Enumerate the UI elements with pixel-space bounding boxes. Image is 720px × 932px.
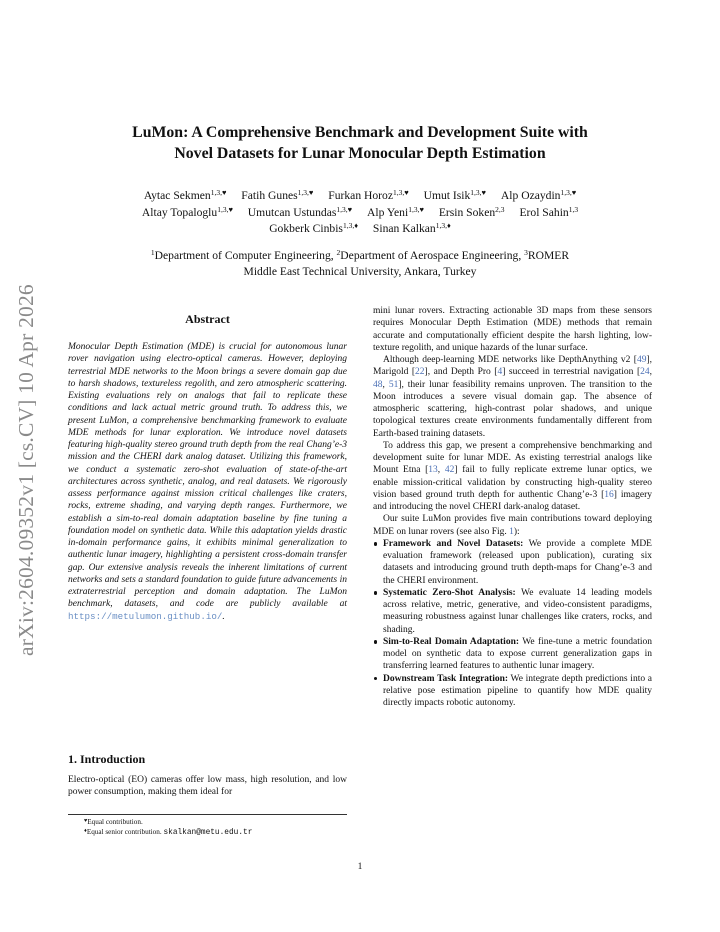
- abstract-text: Monocular Depth Estimation (MDE) is crucial for autonomous lunar rover navigation using electro-optical cameras. However, deploying terrestrial MDE networks to the Moon brings a severe domain gap due to harsh shadows, textureless regolith, and zero atmospheric scattering. Existing evaluations rely on analogs that fail to replicate these conditions and lack actual metric ground truth. To address this, we present LuMon, a comprehensive benchmarking framework to evaluate MDE methods for lunar exploration. We introduce novel datasets featuring high-quality stereo ground truth depth from the real Chang’e-3 mission and the CHERI dark analog dataset. Utilizing this framework, we conduct a systematic zero-shot evaluation of state-of-the-art architectures across synthetic, analog, and real datasets. We rigorously assess performance against mission critical challenges like craters, rocks, extreme shading, and varying depth ranges. Furthermore, we establish a sim-to-real domain adaptation baseline by fine tuning a foundation model on synthetic data. While this adaptation yields drastic in-domain performance gains, it exhibits minimal generalization to authentic lunar imagery, highlighting a persistent cross-domain transfer gap. Our extensive analysis reveals the inherent limitations of current networks and sets a standard foundation to guide future advancements in extraterrestrial perception and domain adaptation. The LuMon benchmark, datasets, and code are publicly available at https://metulumon.github.io/.: [68, 342, 347, 622]
- citation-link[interactable]: 24: [640, 367, 650, 378]
- citation-link[interactable]: 48: [373, 379, 383, 390]
- figure-reference-link[interactable]: 1: [509, 526, 514, 537]
- author: Aytac Sekmen$^{1,3,♥}$: [143, 188, 227, 202]
- author: Altay Topaloglu$^{1,3,♥}$: [141, 204, 233, 219]
- citation-link[interactable]: 13: [428, 465, 438, 476]
- author: Gokberk Cinbis$^{1,3,♦}$: [269, 221, 359, 235]
- list-item: Downstream Task Integration: We integrate depth predictions into a relative pose estimation pipeline to quantify how MDE quality directly impacts robotic autonomy.: [373, 673, 652, 710]
- list-item: Sim-to-Real Domain Adaptation: We fine-tune a metric foundation model on synthetic data to expose current generalization gaps in transferring learned features to authentic lunar imagery.: [373, 636, 652, 673]
- abstract-heading: Abstract: [185, 312, 230, 326]
- introduction-heading: 1. Introduction: [68, 752, 146, 766]
- author: Alp Yeni$^{1,3,♥}$: [366, 204, 424, 219]
- citation-link[interactable]: 4: [497, 367, 503, 378]
- page-number: 1: [357, 862, 363, 872]
- introduction-text: Electro-optical (EO) cameras offer low mass, high resolution, and low power consumption, making them ideal for: [68, 775, 347, 798]
- list-item: Systematic Zero-Shot Analysis: We evaluate 14 leading models across relative, metric, generative, and video-consistent paradigms, measuring robustness against lunar challenges like craters, rocks, and shading.: [373, 587, 652, 636]
- author: Umutcan Ustundas$^{1,3,♥}$: [247, 204, 353, 219]
- author: Sinan Kalkan$^{1,3,♦}$: [372, 221, 451, 235]
- title-line-1: LuMon: A Comprehensive Benchmark and Development Suite with: [132, 124, 588, 141]
- citation-link[interactable]: 16: [604, 489, 614, 500]
- author-line-1: [70, 188, 650, 205]
- author: Alp Ozaydin$^{1,3,♥}$: [500, 188, 577, 202]
- footnotes: [68, 814, 347, 838]
- citation-link[interactable]: 49: [636, 355, 647, 365]
- author: Erol Sahin$^{1,3}$: [519, 204, 579, 219]
- arxiv-identifier-stamp: arXiv:2604.09352v1 [cs.CV] 10 Apr 2026: [14, 284, 38, 656]
- left-column: [68, 312, 347, 837]
- author-list: [70, 188, 650, 238]
- intro-paragraph-4: Our suite LuMon provides five main contributions toward deploying MDE on lunar rovers (see also Fig. 1):: [373, 514, 652, 537]
- list-item: Framework and Novel Datasets: We provide a complete MDE evaluation framework (released upon publication), curating six datasets and introducing ground truth depth-maps for Chang’e-3 and the CHERI environment.: [373, 538, 652, 587]
- citation-link[interactable]: 42: [444, 465, 455, 476]
- contact-email[interactable]: skalkan@metu.edu.tr: [163, 828, 253, 837]
- citation-link[interactable]: 22: [415, 367, 425, 378]
- affiliation-line-1: $^1$Department of Computer Engineering, $^2$Department of Aerospace Engineering, $^3$ROMER: [150, 248, 570, 262]
- citation-link[interactable]: 51: [388, 379, 399, 390]
- author-line-2: [70, 205, 650, 222]
- paper-title: [80, 122, 640, 164]
- contribution-list: [373, 538, 652, 710]
- intro-paragraph-2: Although deep-learning MDE networks like DepthAnything v2 [49], Marigold [22], and Depth Pro [4] succeed in terrestrial navigation [24, 48, 51], their lunar feasibility remains unproven. The transition to the Moon introduces a severe visual domain gap. The absence of atmospheric scattering, high-contrast polar shadows, and unique topological textures create environments fundamentally different from Earth-based training datasets.: [373, 355, 652, 439]
- footnote-equal-contribution: ♥Equal contribution.: [84, 818, 143, 826]
- affiliation-line-2: Middle East Technical University, Ankara, Turkey: [243, 265, 477, 278]
- project-link[interactable]: https://metulumon.github.io/: [68, 610, 223, 622]
- author: Ersin Soken$^{2,3}$: [438, 204, 505, 219]
- intro-paragraph-3: To address this gap, we present a comprehensive benchmarking and development suite for lunar MDE. As existing terrestrial analogs like Mount Etna [13, 42] fail to fully replicate extreme lunar optics, we enable mission-critical validation by constructing high-quality stereo vision based ground truth depth for authentic Chang’e-3 [16] imagery and introducing the novel CHERI dark-analog dataset.: [373, 440, 653, 512]
- right-column: [373, 305, 652, 709]
- intro-paragraph-1: mini lunar rovers. Extracting actionable 3D maps from these sensors requires Monocular Depth Estimation (MDE) methods that remain accurate and computationally efficient despite the harsh lighting, low-texture regolith, and unique hazards of the lunar surface.: [373, 306, 652, 353]
- footnote-senior-contribution: ♦Equal senior contribution. skalkan@metu.edu.tr: [84, 827, 253, 837]
- author: Fatih Gunes$^{1,3,♥}$: [241, 188, 314, 202]
- author: Umut Isik$^{1,3,♥}$: [423, 188, 486, 202]
- title-line-2: Novel Datasets for Lunar Monocular Depth Estimation: [174, 145, 546, 162]
- author-line-3: [70, 221, 650, 238]
- affiliations: [70, 248, 650, 280]
- author: Furkan Horoz$^{1,3,♥}$: [328, 188, 409, 202]
